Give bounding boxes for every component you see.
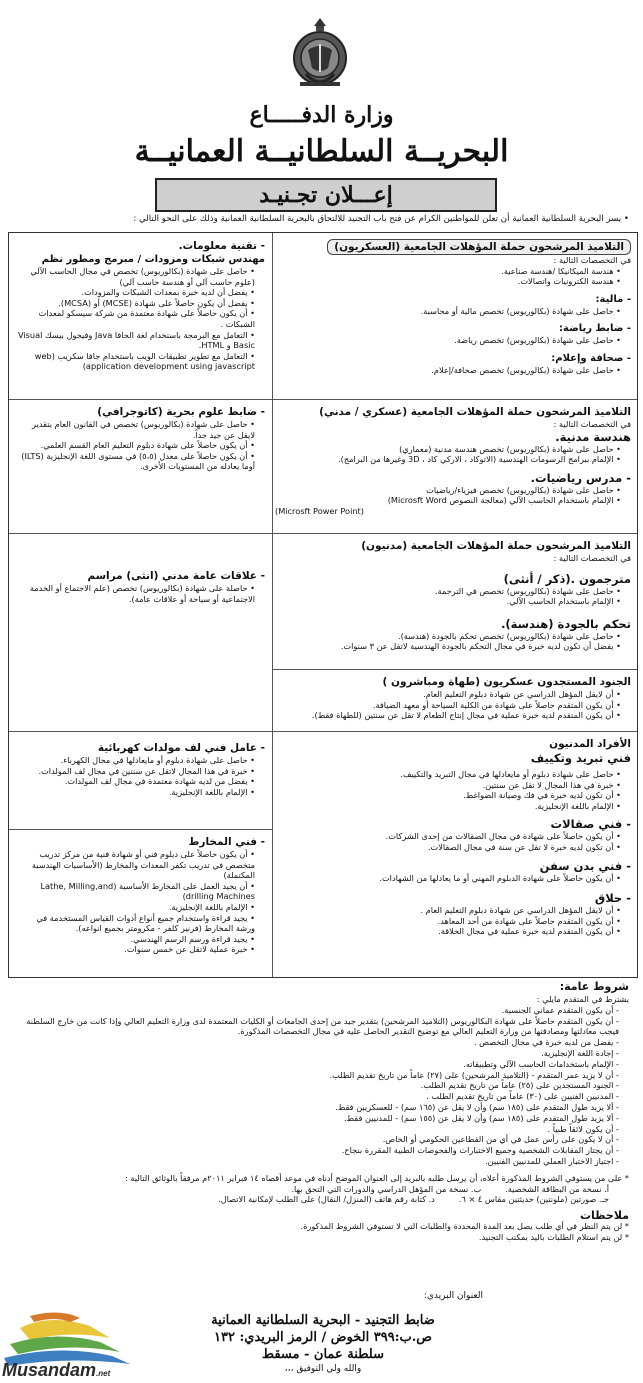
block-civilian-graduates xyxy=(275,539,631,652)
closing-text: والله ولي التوفيق ،،، xyxy=(284,1364,362,1374)
row-divider xyxy=(272,669,637,670)
list-item: • أن يكون المتقدم لديه خبرة عملية في مجال إنتاج الطعام لا تقل عن سنتين (للطهاة فقط). xyxy=(275,710,621,721)
list-item: • خبرة عملية لاتقل عن خمس سنوات. xyxy=(15,944,255,955)
block-civilian-staff xyxy=(275,737,631,937)
watermark-text xyxy=(2,1360,110,1381)
positions-table xyxy=(8,232,638,978)
notes-section xyxy=(9,1210,629,1243)
list-item: • حاصل على شهادة (بكالوريوس) تخصص رياضة. xyxy=(275,335,621,346)
block-military-graduates xyxy=(275,239,631,376)
ad-title-banner xyxy=(155,178,497,212)
list-item: • هندسة الميكانيكا /هندسة صناعية. xyxy=(275,266,621,277)
list-item: - الإلمام باستخدامات الحاسب الآلي وتطبيقاته. xyxy=(9,1059,619,1070)
list-item: • حاصل على شهادة (بكالوريوس) تخصص مالية أو محاسبة. xyxy=(275,306,621,317)
list-item: • حاصل على شهادة (بكالوريوس) تخصص في الترجمة. xyxy=(275,586,621,597)
list-item: • الإلمام باستخدام الحاسب الآلي. xyxy=(275,596,621,607)
list-item: • أن تكون لديه خبرة لا تقل عن سنة في مجال الصقالات. xyxy=(275,842,621,853)
list-item: • الإلمام باللغة الإنجليزية. xyxy=(275,801,621,812)
section-title: مترجمون .(ذكر / أنثى) xyxy=(503,571,631,586)
list-item: • حاصل على شهادة (بكالوريوس) تخصص تحكم بالجودة (هندسة). xyxy=(275,631,621,642)
list-item: • الإلمام باستخدام الحاسب الآلي (معالجة النصوص Microsft Word) xyxy=(275,495,621,506)
block-title: - تقنية معلومات. xyxy=(178,240,265,252)
list-item: • خبرة في هذا المجال لا تقل عن سنتين. xyxy=(275,780,621,791)
list-item: (Microsft Power Point) xyxy=(275,505,364,516)
navy-emblem-icon xyxy=(286,14,354,96)
block-it xyxy=(15,239,265,372)
block-title: الأفراد المدنيون xyxy=(549,738,631,750)
navy-title: البحريــة السلطانيــة العمانيــة xyxy=(134,134,509,169)
block-title: التلاميذ المرشحون حملة المؤهلات الجامعية (مدنيون) xyxy=(361,540,631,552)
ministry-title: وزارة الدفـــــاع xyxy=(249,102,394,128)
watermark-brand: Musandam xyxy=(2,1360,97,1380)
list-item: - أن يكون المتقدم عماني الجنسية. xyxy=(9,1005,619,1016)
list-item: • أن تكون لديه خبرة في فك وصيانة الضواغط. xyxy=(275,790,621,801)
block-title: - علاقات عامة مدني (انثى) مراسم xyxy=(87,570,265,582)
block-new-soldiers xyxy=(275,675,631,721)
section-title: فني تبريد وتكييف xyxy=(530,751,631,765)
general-conditions xyxy=(9,980,629,1205)
address-line: سلطنة عمان - مسقط xyxy=(262,1347,384,1362)
address-label: العنوان البريدي: xyxy=(423,1291,483,1301)
block-title: التلاميذ المرشحون حملة المؤهلات الجامعية (العسكريون) xyxy=(327,239,631,255)
block-title: التلاميذ المرشحون حملة المؤهلات الجامعية (عسكري / مدني) xyxy=(319,406,631,418)
section-title: - مدرس رياضيات. xyxy=(530,470,631,485)
block-mixed-graduates xyxy=(275,405,631,517)
list-item: • أن يكون المتقدم حاصلاً على شهادة من الكلية السياحة أو معهد الضيافة. xyxy=(275,700,621,711)
ad-title: إعـــلان تجـنيـد xyxy=(259,182,393,208)
list-item: • أن لايقل المؤهل الدراسي عن شهادة دبلوم التعليم العام . xyxy=(275,905,621,916)
list-item: - اجتياز الاختبار العملي للمدنيين الفنيين. xyxy=(9,1156,619,1167)
column-divider xyxy=(272,233,273,977)
list-item: • الإلمام ببرامج الرسومات الهندسية (الاتوكاد ، الاركي كاد ، 3D وغيرها من البرامج). xyxy=(275,454,621,465)
address-line: ضابط التجنيد - البحرية السلطانية العمانية xyxy=(211,1313,435,1328)
intro-text: • يسر البحرية السلطانية العمانية أن تعلن للمواطنين الكرام عن فتح باب التجنيد للالتحاق بالبحرية السلطانية العمانية وذلك على النحو التالي : xyxy=(133,214,629,224)
list-item: • الإلمام باللغة الإنجليزية. xyxy=(15,902,255,913)
list-item: • حاصلة على شهادة (بكالوريوس) تخصص (علم الاجتماع أو الخدمة الاجتماعية أو سياحة أو علاقات عامة). xyxy=(15,583,255,604)
list-item: • الإلمام باللغة الإنجليزية. xyxy=(15,787,255,798)
section-title: - حلاق xyxy=(594,891,631,906)
note-item: * لن يتم استلام الطلبات باليد بمكتب التجنيد. xyxy=(478,1232,629,1242)
block-subtitle: مهندس شبكات ومزودات / مبرمج ومطور نظم xyxy=(41,254,265,265)
list-item: • حاصل على شهادة (بكالوريوس) تخصص صحافة/إعلام. xyxy=(275,365,621,376)
block-marine-science xyxy=(15,405,265,472)
list-item: • يجيد قراءة ورسم الرسم الهندسي. xyxy=(15,934,255,945)
note-item: * لن يتم النظر في أي طلب يصل بعد المدة المحددة والطلبات التي لا تستوفي الشروط المذكورة. xyxy=(300,1221,629,1231)
list-item: • أن يكون حاصلاً على شهادة في مجال الصقالات من إحدى الشركات. xyxy=(275,831,621,842)
list-item: • حاصل على شهادة (بكالوريوس) تخصص فيزياء/رياضيات xyxy=(275,485,621,496)
list-item: • أن يكون حاصلاً على شهادة الدبلوم المهني أو ما يعادلها من الشهادات. xyxy=(275,873,621,884)
list-item: • حاصل على شهادة دبلوم أو مايعادلها في مجال الكهرباء. xyxy=(15,755,255,766)
list-item: • يفضل أن تكون لديه خبرة في مجال التحكم بالجودة الهندسية لاتقل عن ٣ سنوات. xyxy=(275,641,621,652)
list-item: • حاصل على شهادة (بكالوريوس) تخصص هندسة مدنية (معماري) xyxy=(275,444,621,455)
section-title: - فني صقالات xyxy=(550,817,631,832)
list-item: • هندسة الكترونيات واتصالات. xyxy=(275,276,621,287)
row-divider xyxy=(272,533,637,534)
list-item: • خبرة في هذا المجال لاتقل عن سنتين في مجال لف المولدات. xyxy=(15,766,255,777)
address-line: ص.ب:٣٩٩ الخوض / الرمز البريدي: ١٣٢ xyxy=(214,1330,432,1345)
block-title: الجنود المستجدون عسكريون (طهاة ومباشرون ) xyxy=(382,676,631,688)
list-item: • أن يكون المتقدم حاصلاً على شهادة من أحد المعاهد. xyxy=(275,916,621,927)
list-item: • أن يجيد العمل على المخارط الأساسية (Lathe, Milling,and drilling Machines) xyxy=(15,881,255,902)
list-item: - ألا يزيد طول المتقدم على (١٨٥ سم) وأن لا يقل عن (١٥٥ سم) - للمدنيين فقط. xyxy=(9,1113,619,1124)
list-item: • حاصل على شهادة (بكالوريوس) تخصص في مجال الحاسب الآلي (علوم حاسب آلي أو هندسة حاسب آلي) xyxy=(15,266,255,287)
block-intro: في التخصصات التالية : xyxy=(553,553,631,563)
section-title: - فني بدن سفن xyxy=(539,858,631,873)
list-item: • أن يكون حاصلاً على دبلوم فني أو شهادة فنية من مركز تدريب متخصص في تدريب تكفر المعدات والمخارط (الأساسيات الهندسية المكتملة) xyxy=(15,849,255,881)
section-title: هندسة مدنية. xyxy=(555,429,631,444)
list-item: • يفضل أن لديه خبرة بمعدات الشبكات والمزودات. xyxy=(15,287,255,298)
apply-instructions: * على من يستوفي الشروط المذكورة أعلاه، أن يرسل طلبه بالبريد إلى العنوان الموضح أدناه في موعد أقصاه ١٤ فبراير ٢٠١١م مرفقاً بالوثائق التالية : xyxy=(125,1172,629,1183)
doc-item: أ. نسخة من البطاقة الشخصية. xyxy=(505,1183,609,1194)
list-item: - يفضل من لديه خبرة في مجال التخصص . xyxy=(9,1037,619,1048)
list-item: • التعامل مع البرمجة باستخدام لغة الجافا Java وفيجول بيسك Visual Basic و HTML. xyxy=(15,330,255,351)
section-title: - صحافة وإعلام: xyxy=(551,352,631,364)
section-title: ملاحظات xyxy=(580,1209,629,1222)
section-title: - مالية: xyxy=(595,293,631,305)
list-item: • التعامل مع تطوير تطبيقات الويب باستخدام جافا سكريب (web application development using javascript) xyxy=(15,351,255,372)
doc-item: د. كتابة رقم هاتف (المنزل/ النقال) على الطلب لإمكانية الاتصال. xyxy=(218,1194,435,1205)
list-item: - أن لا يكون على رأس عمل في أي من القطاعين الحكومي أو الخاص. xyxy=(9,1134,619,1145)
section-title: تحكم بالجودة (هندسة). xyxy=(501,616,631,631)
list-item: • أن يكون حاصلاً على شهادة معتمدة من شركة سيسكو لمعدات الشبكات . xyxy=(15,308,255,329)
block-intro: في التخصصات التالية : xyxy=(553,255,631,265)
block-public-relations xyxy=(15,569,265,604)
list-item: • يجيد قراءة واستخدام جميع أنواع أدوات القياس المستخدمة في ورشة المخارط (فرنير كلفر - مكرومتر بجميع انواعه). xyxy=(15,913,255,934)
list-item: • يفضل أن يكون حاصلاً على شهادة (MCSE) أو (MCSA). xyxy=(15,298,255,309)
row-divider xyxy=(9,399,272,400)
list-item: • حاصل على شهادة دبلوم أو مايعادلها في مجال التبريد والتكييف. xyxy=(275,769,621,780)
list-item: • أن يكون حاصلاً على شهادة دبلوم التعليم العام القسم العلمي. xyxy=(15,440,255,451)
list-item: - إجادة اللغة الإنجليزية. xyxy=(9,1048,619,1059)
block-title: - ضابط علوم بحرية (كاتوجرافي) xyxy=(97,406,265,418)
list-item: - أن يجتاز المقابلات الشخصية وجميع الاختبارات والفحوصات الطبية المقررة بنجاح. xyxy=(9,1145,619,1156)
block-generator-winding xyxy=(15,741,265,797)
row-divider xyxy=(9,829,272,830)
list-item: • أن يكون حاصلاً على معدل (٥،٥) في مستوى اللغة الإنجليزية (ILTS) أوما يعادله من المستويات الأخرى. xyxy=(15,451,255,472)
list-item: • أن يكون المتقدم لديه خبرة عملية في مجال الحلاقة. xyxy=(275,926,621,937)
list-item: - ألا يزيد طول المتقدم على (١٨٥ سم) وأن لا يقل عن (١٦٥ سم) - للعسكريين فقط. xyxy=(9,1102,619,1113)
list-item: - المدنيين الفنيين على (٣٠) عاماً من تاريخ تقديم الطلب . xyxy=(9,1091,619,1102)
list-item: - أن يكون المتقدم حاصلاً على شهادة البكالوريوس (التلاميذ المرشحين) بتقدير جيد من إحدى الجامعات أو الكليات المعتمدة لدى وزارة التعليم العالي وإذا كانت من خارج السلطنة فيجب معادلتها ومصادقتها من وزارة التعليم العالي مع توضيح التقدير الحاصل عليه في مجال التخصصات المذكورة. xyxy=(9,1016,619,1038)
watermark-suffix: .net xyxy=(96,1369,111,1378)
postal-address xyxy=(163,1290,483,1375)
row-divider xyxy=(9,533,272,534)
doc-item: جـ. صورتين (ملونتين) حديثتين مقاس ٤ × ٦. xyxy=(458,1194,609,1205)
conditions-intro: يشترط في المتقدم مايلي : xyxy=(536,994,629,1004)
list-item: • حاصل على شهادة (بكالوريوس) تخصص في القانون العام بتقدير لايقل عن جيد جداً. xyxy=(15,419,255,440)
block-intro: في التخصصات التالية : xyxy=(553,419,631,429)
section-title: شروط عامة: xyxy=(559,980,629,993)
list-item: • يفضل من لديه شهادة معتمدة في مجال لف المولدات. xyxy=(15,776,255,787)
doc-item: ب. نسخة من المؤهل الدراسي والدورات التي التحق بها. xyxy=(291,1183,482,1194)
row-divider xyxy=(272,399,637,400)
list-item: - أن لا يزيد عمر المتقدم - (التلاميذ المرشحين) على (٢٧) عاماً من تاريخ تقديم الطلب. xyxy=(9,1070,619,1081)
block-lathe-technician xyxy=(15,835,265,955)
list-item: • أن لايقل المؤهل الدراسي عن شهادة دبلوم التعليم العام. xyxy=(275,689,621,700)
list-item: - أن يكون لائقاً طبياً . xyxy=(9,1124,619,1135)
list-item: - الجنود المستجدين على (٢٥) عاماً من تاريخ تقديم الطلب. xyxy=(9,1080,619,1091)
row-divider xyxy=(9,731,637,732)
block-title: - فني المخارط xyxy=(188,836,265,848)
block-title: - عامل فني لف مولدات كهربائية xyxy=(97,742,265,754)
section-title: - ضابط رياضة: xyxy=(559,323,631,335)
